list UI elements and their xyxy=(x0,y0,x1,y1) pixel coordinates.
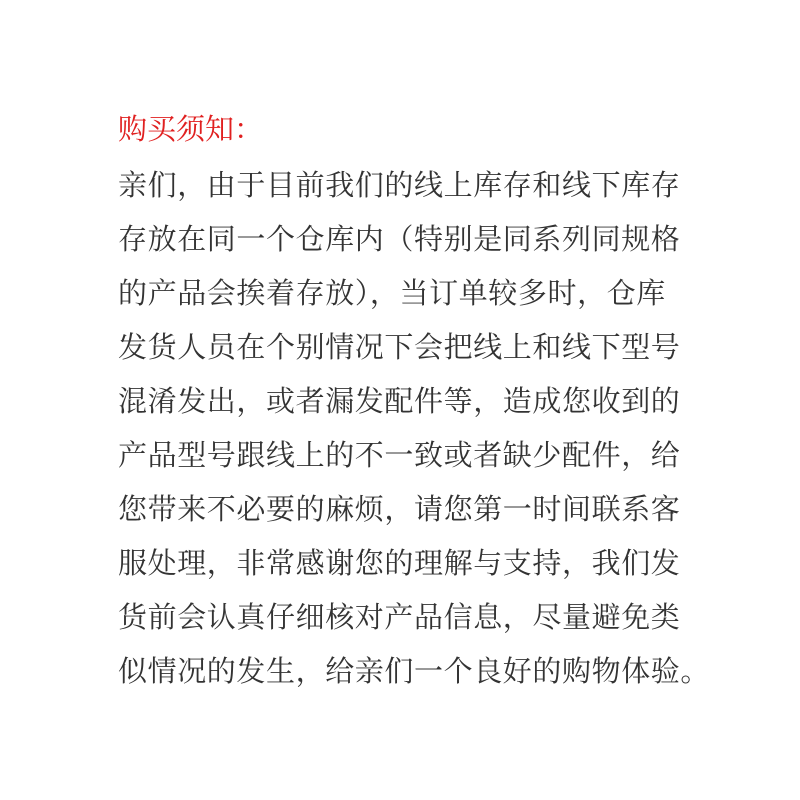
notice-line-5: 混淆发出，或者漏发配件等，造成您收到的 xyxy=(118,384,681,418)
notice-line-1: 亲们，由于目前我们的线上库存和线下库存 xyxy=(118,168,681,202)
notice-line-10: 似情况的发生，给亲们一个良好的购物体验。 xyxy=(118,654,711,688)
notice-heading: 购买须知： xyxy=(118,112,264,146)
purchase-notice xyxy=(118,100,758,698)
notice-line-3: 的产品会挨着存放），当订单较多时，仓库 xyxy=(118,276,666,310)
notice-line-4: 发货人员在个别情况下会把线上和线下型号 xyxy=(118,330,681,364)
notice-line-6: 产品型号跟线上的不一致或者缺少配件，给 xyxy=(118,438,681,472)
notice-line-2: 存放在同一个仓库内（特别是同系列同规格 xyxy=(118,222,681,256)
notice-line-7: 您带来不必要的麻烦，请您第一时间联系客 xyxy=(118,492,681,526)
notice-line-8: 服处理，非常感谢您的理解与支持，我们发 xyxy=(118,546,681,580)
notice-line-9: 货前会认真仔细核对产品信息，尽量避免类 xyxy=(118,600,681,634)
